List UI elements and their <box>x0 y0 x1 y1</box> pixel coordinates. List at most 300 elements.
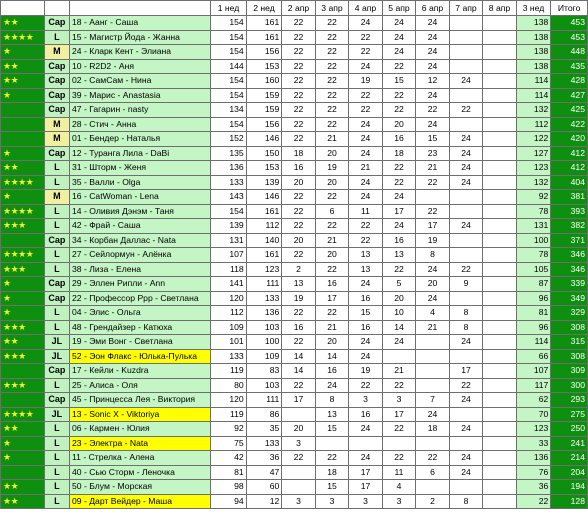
week-2-cell[interactable]: 159 <box>246 103 282 118</box>
day-6-cell[interactable]: 8 <box>449 306 483 321</box>
name-cell[interactable]: 17 - Кейли - Kuzdra <box>70 364 211 379</box>
day-6-cell[interactable] <box>449 204 483 219</box>
total-cell[interactable]: 329 <box>551 306 588 321</box>
day-3-cell[interactable]: 11 <box>349 204 383 219</box>
week-1-cell[interactable]: 136 <box>211 161 247 176</box>
total-cell[interactable]: 435 <box>551 59 588 74</box>
day-7-cell[interactable] <box>483 161 517 176</box>
day-2-cell[interactable]: 21 <box>315 320 349 335</box>
stars-cell[interactable]: ★★★★ <box>1 175 45 190</box>
day-6-cell[interactable]: 24 <box>449 175 483 190</box>
day-4-cell[interactable]: 24 <box>382 190 416 205</box>
stars-cell[interactable]: ★★★★ <box>1 407 45 422</box>
day-2-cell[interactable]: 19 <box>315 161 349 176</box>
week-2-cell[interactable]: 153 <box>246 59 282 74</box>
day-3-cell[interactable]: 24 <box>349 422 383 437</box>
total-cell[interactable]: 404 <box>551 175 588 190</box>
day-6-cell[interactable] <box>449 349 483 364</box>
week-1-cell[interactable]: 120 <box>211 291 247 306</box>
day-2-cell[interactable]: 6 <box>315 204 349 219</box>
day-3-cell[interactable]: 22 <box>349 233 383 248</box>
stars-cell[interactable]: ★★ <box>1 161 45 176</box>
stars-cell[interactable]: ★ <box>1 451 45 466</box>
week-1-cell[interactable]: 141 <box>211 277 247 292</box>
day-7-cell[interactable] <box>483 349 517 364</box>
day-3-cell[interactable]: 22 <box>349 219 383 234</box>
total-cell[interactable]: 346 <box>551 262 588 277</box>
day-5-cell[interactable]: 19 <box>416 233 450 248</box>
level-cell[interactable]: Cap <box>44 103 69 118</box>
day-1-cell[interactable]: 3 <box>282 436 316 451</box>
day-3-cell[interactable]: 22 <box>349 378 383 393</box>
day-7-cell[interactable] <box>483 422 517 437</box>
week-2-cell[interactable]: 60 <box>246 480 282 495</box>
name-cell[interactable]: 47 - Гагарин - nasty <box>70 103 211 118</box>
level-cell[interactable]: L <box>44 248 69 263</box>
name-cell[interactable]: 52 - Эон Флакс - Юлька-Пулька <box>70 349 211 364</box>
name-cell[interactable]: 09 - Дарт Вейдер - Маша <box>70 494 211 509</box>
day-6-cell[interactable]: 24 <box>449 451 483 466</box>
total-cell[interactable]: 293 <box>551 393 588 408</box>
name-cell[interactable]: 15 - Магистр Йода - Жанна <box>70 30 211 45</box>
week-1-cell[interactable]: 133 <box>211 175 247 190</box>
day-7-cell[interactable] <box>483 451 517 466</box>
day-6-cell[interactable] <box>449 45 483 60</box>
day-5-cell[interactable]: 24 <box>416 262 450 277</box>
day-5-cell[interactable]: 21 <box>416 161 450 176</box>
day-4-cell[interactable]: 11 <box>382 465 416 480</box>
day-7-cell[interactable] <box>483 16 517 31</box>
stars-cell[interactable]: ★ <box>1 436 45 451</box>
day-1-cell[interactable]: 22 <box>282 103 316 118</box>
level-cell[interactable]: L <box>44 451 69 466</box>
day-1-cell[interactable]: 17 <box>282 393 316 408</box>
day-3-cell[interactable]: 16 <box>349 291 383 306</box>
total-cell[interactable]: 275 <box>551 407 588 422</box>
stars-cell[interactable]: ★★★★ <box>1 204 45 219</box>
week-3-cell[interactable]: 62 <box>516 393 551 408</box>
day-7-cell[interactable] <box>483 364 517 379</box>
day-1-cell[interactable]: 22 <box>282 378 316 393</box>
day-6-cell[interactable] <box>449 16 483 31</box>
day-6-cell[interactable] <box>449 291 483 306</box>
day-1-cell[interactable]: 22 <box>282 248 316 263</box>
day-2-cell[interactable]: 16 <box>315 277 349 292</box>
day-4-cell[interactable]: 21 <box>382 364 416 379</box>
stars-cell[interactable]: ★★★ <box>1 262 45 277</box>
week-1-cell[interactable]: 109 <box>211 320 247 335</box>
header-week-3[interactable]: 3 нед <box>516 1 551 16</box>
day-6-cell[interactable]: 24 <box>449 335 483 350</box>
week-1-cell[interactable]: 112 <box>211 306 247 321</box>
day-5-cell[interactable] <box>416 335 450 350</box>
name-cell[interactable]: 38 - Лиза - Елена <box>70 262 211 277</box>
week-2-cell[interactable]: 146 <box>246 132 282 147</box>
week-2-cell[interactable]: 86 <box>246 407 282 422</box>
day-6-cell[interactable] <box>449 248 483 263</box>
week-1-cell[interactable]: 154 <box>211 88 247 103</box>
day-1-cell[interactable]: 22 <box>282 451 316 466</box>
name-cell[interactable]: 31 - Шторм - Женя <box>70 161 211 176</box>
day-6-cell[interactable]: 9 <box>449 277 483 292</box>
level-cell[interactable]: Cap <box>44 59 69 74</box>
day-2-cell[interactable]: 22 <box>315 262 349 277</box>
week-1-cell[interactable]: 119 <box>211 407 247 422</box>
day-5-cell[interactable]: 15 <box>416 132 450 147</box>
day-3-cell[interactable]: 22 <box>349 88 383 103</box>
stars-cell[interactable]: ★ <box>1 88 45 103</box>
day-5-cell[interactable]: 24 <box>416 117 450 132</box>
name-cell[interactable]: 02 - СамСам - Нина <box>70 74 211 89</box>
week-2-cell[interactable]: 153 <box>246 161 282 176</box>
level-cell[interactable]: Cap <box>44 233 69 248</box>
stars-cell[interactable]: ★★★ <box>1 378 45 393</box>
total-cell[interactable]: 448 <box>551 45 588 60</box>
day-5-cell[interactable]: 24 <box>416 30 450 45</box>
week-3-cell[interactable]: 114 <box>516 74 551 89</box>
level-cell[interactable]: L <box>44 422 69 437</box>
day-1-cell[interactable]: 22 <box>282 219 316 234</box>
day-6-cell[interactable]: 24 <box>449 219 483 234</box>
day-3-cell[interactable]: 24 <box>349 16 383 31</box>
week-1-cell[interactable]: 107 <box>211 248 247 263</box>
day-2-cell[interactable]: 15 <box>315 422 349 437</box>
day-6-cell[interactable]: 8 <box>449 494 483 509</box>
stars-cell[interactable]: ★★ <box>1 494 45 509</box>
day-3-cell[interactable]: 22 <box>349 103 383 118</box>
day-7-cell[interactable] <box>483 248 517 263</box>
level-cell[interactable]: L <box>44 465 69 480</box>
day-7-cell[interactable] <box>483 407 517 422</box>
week-1-cell[interactable]: 152 <box>211 132 247 147</box>
week-3-cell[interactable]: 100 <box>516 233 551 248</box>
week-3-cell[interactable]: 33 <box>516 436 551 451</box>
day-1-cell[interactable]: 14 <box>282 349 316 364</box>
week-1-cell[interactable]: 144 <box>211 59 247 74</box>
day-4-cell[interactable]: 16 <box>382 132 416 147</box>
day-5-cell[interactable] <box>416 364 450 379</box>
week-2-cell[interactable]: 35 <box>246 422 282 437</box>
day-5-cell[interactable]: 21 <box>416 320 450 335</box>
name-cell[interactable]: 25 - Алиса - Оля <box>70 378 211 393</box>
day-5-cell[interactable]: 12 <box>416 74 450 89</box>
day-3-cell[interactable]: 22 <box>349 45 383 60</box>
total-cell[interactable]: 420 <box>551 132 588 147</box>
day-2-cell[interactable]: 14 <box>315 349 349 364</box>
stars-cell[interactable]: ★★ <box>1 59 45 74</box>
total-cell[interactable]: 308 <box>551 349 588 364</box>
week-2-cell[interactable]: 111 <box>246 277 282 292</box>
day-3-cell[interactable]: 24 <box>349 277 383 292</box>
week-3-cell[interactable]: 132 <box>516 175 551 190</box>
name-cell[interactable]: 04 - Элис - Ольга <box>70 306 211 321</box>
day-6-cell[interactable]: 24 <box>449 74 483 89</box>
level-cell[interactable]: M <box>44 117 69 132</box>
day-4-cell[interactable]: 22 <box>382 103 416 118</box>
name-cell[interactable]: 01 - Бендер - Наталья <box>70 132 211 147</box>
day-4-cell[interactable]: 22 <box>382 422 416 437</box>
stars-cell[interactable] <box>1 364 45 379</box>
name-cell[interactable]: 34 - Корбан Даллас - Nata <box>70 233 211 248</box>
day-2-cell[interactable]: 22 <box>315 219 349 234</box>
total-cell[interactable]: 339 <box>551 277 588 292</box>
total-cell[interactable]: 315 <box>551 335 588 350</box>
day-5-cell[interactable]: 24 <box>416 291 450 306</box>
header-day-3[interactable]: 4 апр <box>349 1 383 16</box>
day-2-cell[interactable]: 21 <box>315 132 349 147</box>
level-cell[interactable]: L <box>44 219 69 234</box>
day-1-cell[interactable]: 3 <box>282 494 316 509</box>
day-2-cell[interactable]: 24 <box>315 378 349 393</box>
stars-cell[interactable]: ★★★ <box>1 349 45 364</box>
week-3-cell[interactable]: 78 <box>516 248 551 263</box>
day-3-cell[interactable]: 24 <box>349 146 383 161</box>
stars-cell[interactable]: ★★ <box>1 480 45 495</box>
total-cell[interactable]: 453 <box>551 30 588 45</box>
day-4-cell[interactable]: 22 <box>382 88 416 103</box>
name-cell[interactable]: 27 - Сейлормун - Алёнка <box>70 248 211 263</box>
week-2-cell[interactable]: 161 <box>246 204 282 219</box>
day-4-cell[interactable]: 17 <box>382 204 416 219</box>
day-7-cell[interactable] <box>483 494 517 509</box>
day-7-cell[interactable] <box>483 190 517 205</box>
name-cell[interactable]: 42 - Фрай - Саша <box>70 219 211 234</box>
day-7-cell[interactable] <box>483 175 517 190</box>
total-cell[interactable]: 346 <box>551 248 588 263</box>
week-1-cell[interactable]: 94 <box>211 494 247 509</box>
week-2-cell[interactable]: 146 <box>246 190 282 205</box>
level-cell[interactable]: L <box>44 494 69 509</box>
level-cell[interactable]: Cap <box>44 146 69 161</box>
week-3-cell[interactable]: 66 <box>516 349 551 364</box>
week-2-cell[interactable]: 136 <box>246 306 282 321</box>
header-week-2[interactable]: 2 нед <box>246 1 282 16</box>
day-1-cell[interactable]: 22 <box>282 204 316 219</box>
week-1-cell[interactable]: 135 <box>211 146 247 161</box>
day-2-cell[interactable]: 22 <box>315 74 349 89</box>
name-cell[interactable]: 10 - R2D2 - Аня <box>70 59 211 74</box>
week-1-cell[interactable]: 75 <box>211 436 247 451</box>
level-cell[interactable]: JL <box>44 349 69 364</box>
total-cell[interactable]: 393 <box>551 204 588 219</box>
day-7-cell[interactable] <box>483 132 517 147</box>
day-3-cell[interactable]: 24 <box>349 451 383 466</box>
week-1-cell[interactable]: 131 <box>211 233 247 248</box>
day-7-cell[interactable] <box>483 320 517 335</box>
day-1-cell[interactable]: 22 <box>282 306 316 321</box>
week-3-cell[interactable]: 123 <box>516 422 551 437</box>
total-cell[interactable]: 412 <box>551 161 588 176</box>
day-7-cell[interactable] <box>483 45 517 60</box>
week-3-cell[interactable]: 114 <box>516 335 551 350</box>
day-5-cell[interactable]: 22 <box>416 103 450 118</box>
day-5-cell[interactable]: 24 <box>416 16 450 31</box>
week-2-cell[interactable]: 150 <box>246 146 282 161</box>
week-2-cell[interactable]: 160 <box>246 74 282 89</box>
name-cell[interactable]: 29 - Эллен Рипли - Ann <box>70 277 211 292</box>
stars-cell[interactable] <box>1 393 45 408</box>
week-3-cell[interactable]: 131 <box>516 219 551 234</box>
day-1-cell[interactable] <box>282 480 316 495</box>
day-4-cell[interactable]: 5 <box>382 277 416 292</box>
day-6-cell[interactable] <box>449 436 483 451</box>
level-cell[interactable]: L <box>44 378 69 393</box>
name-cell[interactable]: 14 - Оливия Дэнэм - Таня <box>70 204 211 219</box>
week-3-cell[interactable]: 81 <box>516 306 551 321</box>
day-5-cell[interactable] <box>416 436 450 451</box>
day-7-cell[interactable] <box>483 204 517 219</box>
level-cell[interactable]: Cap <box>44 74 69 89</box>
stars-cell[interactable] <box>1 233 45 248</box>
name-cell[interactable]: 22 - Профессор Ррр - Светлана <box>70 291 211 306</box>
day-6-cell[interactable]: 24 <box>449 161 483 176</box>
level-cell[interactable]: Cap <box>44 88 69 103</box>
day-1-cell[interactable] <box>282 407 316 422</box>
day-6-cell[interactable] <box>449 233 483 248</box>
week-3-cell[interactable]: 112 <box>516 117 551 132</box>
day-4-cell[interactable]: 15 <box>382 74 416 89</box>
day-2-cell[interactable]: 18 <box>315 465 349 480</box>
name-cell[interactable]: 23 - Электра - Nata <box>70 436 211 451</box>
day-2-cell[interactable]: 22 <box>315 306 349 321</box>
day-4-cell[interactable]: 24 <box>382 30 416 45</box>
header-day-7[interactable]: 8 апр <box>483 1 517 16</box>
day-3-cell[interactable]: 3 <box>349 393 383 408</box>
day-5-cell[interactable] <box>416 480 450 495</box>
name-cell[interactable]: 48 - Грендайзер - Катюха <box>70 320 211 335</box>
day-7-cell[interactable] <box>483 436 517 451</box>
day-4-cell[interactable]: 13 <box>382 248 416 263</box>
day-7-cell[interactable] <box>483 88 517 103</box>
week-3-cell[interactable]: 138 <box>516 16 551 31</box>
level-cell[interactable]: JL <box>44 335 69 350</box>
day-3-cell[interactable]: 16 <box>349 407 383 422</box>
day-7-cell[interactable] <box>483 262 517 277</box>
day-2-cell[interactable]: 22 <box>315 117 349 132</box>
day-1-cell[interactable]: 2 <box>282 262 316 277</box>
day-4-cell[interactable]: 22 <box>382 161 416 176</box>
day-3-cell[interactable]: 24 <box>349 190 383 205</box>
total-cell[interactable]: 381 <box>551 190 588 205</box>
week-2-cell[interactable]: 159 <box>246 88 282 103</box>
stars-cell[interactable] <box>1 117 45 132</box>
day-1-cell[interactable]: 22 <box>282 88 316 103</box>
day-6-cell[interactable]: 22 <box>449 378 483 393</box>
day-5-cell[interactable]: 22 <box>416 204 450 219</box>
stars-cell[interactable]: ★ <box>1 277 45 292</box>
day-1-cell[interactable]: 20 <box>282 233 316 248</box>
header-day-6[interactable]: 7 апр <box>449 1 483 16</box>
day-4-cell[interactable]: 24 <box>382 45 416 60</box>
day-5-cell[interactable]: 24 <box>416 407 450 422</box>
day-1-cell[interactable]: 22 <box>282 117 316 132</box>
week-3-cell[interactable]: 136 <box>516 451 551 466</box>
day-3-cell[interactable]: 17 <box>349 480 383 495</box>
day-3-cell[interactable]: 24 <box>349 335 383 350</box>
week-1-cell[interactable]: 92 <box>211 422 247 437</box>
name-cell[interactable]: 50 - Блум - Морская <box>70 480 211 495</box>
day-2-cell[interactable]: 22 <box>315 88 349 103</box>
day-4-cell[interactable]: 3 <box>382 494 416 509</box>
stars-cell[interactable]: ★★★ <box>1 219 45 234</box>
week-3-cell[interactable]: 76 <box>516 465 551 480</box>
total-cell[interactable]: 382 <box>551 219 588 234</box>
total-cell[interactable]: 194 <box>551 480 588 495</box>
day-3-cell[interactable]: 19 <box>349 364 383 379</box>
week-1-cell[interactable]: 143 <box>211 190 247 205</box>
stars-cell[interactable] <box>1 465 45 480</box>
day-1-cell[interactable]: 22 <box>282 59 316 74</box>
total-cell[interactable]: 412 <box>551 146 588 161</box>
stars-cell[interactable] <box>1 103 45 118</box>
week-1-cell[interactable]: 139 <box>211 219 247 234</box>
day-1-cell[interactable]: 22 <box>282 30 316 45</box>
name-cell[interactable]: 12 - Туранга Лила - DaBi <box>70 146 211 161</box>
week-3-cell[interactable]: 107 <box>516 364 551 379</box>
day-2-cell[interactable]: 20 <box>315 335 349 350</box>
week-3-cell[interactable]: 114 <box>516 88 551 103</box>
stars-cell[interactable]: ★ <box>1 190 45 205</box>
day-4-cell[interactable]: 20 <box>382 291 416 306</box>
stars-cell[interactable]: ★★★★ <box>1 248 45 263</box>
day-5-cell[interactable]: 7 <box>416 393 450 408</box>
day-1-cell[interactable]: 14 <box>282 364 316 379</box>
day-7-cell[interactable] <box>483 378 517 393</box>
stars-cell[interactable]: ★★★ <box>1 320 45 335</box>
day-3-cell[interactable]: 16 <box>349 320 383 335</box>
day-5-cell[interactable]: 20 <box>416 277 450 292</box>
week-1-cell[interactable]: 134 <box>211 103 247 118</box>
day-5-cell[interactable] <box>416 378 450 393</box>
name-cell[interactable]: 24 - Кларк Кент - Элиана <box>70 45 211 60</box>
day-5-cell[interactable]: 17 <box>416 219 450 234</box>
level-cell[interactable]: L <box>44 320 69 335</box>
stars-cell[interactable]: ★ <box>1 291 45 306</box>
day-3-cell[interactable]: 24 <box>349 349 383 364</box>
day-7-cell[interactable] <box>483 59 517 74</box>
day-3-cell[interactable]: 21 <box>349 161 383 176</box>
day-2-cell[interactable]: 22 <box>315 190 349 205</box>
day-7-cell[interactable] <box>483 277 517 292</box>
name-cell[interactable]: 45 - Принцесса Лея - Виктория <box>70 393 211 408</box>
day-2-cell[interactable]: 22 <box>315 103 349 118</box>
week-3-cell[interactable]: 92 <box>516 190 551 205</box>
week-2-cell[interactable]: 112 <box>246 219 282 234</box>
stars-cell[interactable]: ★★★★ <box>1 30 45 45</box>
total-cell[interactable]: 453 <box>551 16 588 31</box>
week-3-cell[interactable]: 78 <box>516 204 551 219</box>
header-total[interactable]: Итого <box>551 1 588 16</box>
total-cell[interactable]: 250 <box>551 422 588 437</box>
day-5-cell[interactable]: 4 <box>416 306 450 321</box>
day-1-cell[interactable]: 22 <box>282 45 316 60</box>
day-5-cell[interactable]: 24 <box>416 59 450 74</box>
week-2-cell[interactable]: 133 <box>246 291 282 306</box>
day-3-cell[interactable]: 13 <box>349 248 383 263</box>
week-3-cell[interactable]: 36 <box>516 480 551 495</box>
day-4-cell[interactable]: 22 <box>382 451 416 466</box>
day-2-cell[interactable]: 8 <box>315 393 349 408</box>
name-cell[interactable]: 13 - Sonic X - Viktoriya <box>70 407 211 422</box>
week-3-cell[interactable]: 96 <box>516 320 551 335</box>
level-cell[interactable]: Cap <box>44 291 69 306</box>
total-cell[interactable]: 128 <box>551 494 588 509</box>
day-5-cell[interactable] <box>416 190 450 205</box>
day-3-cell[interactable]: 13 <box>349 262 383 277</box>
day-4-cell[interactable]: 24 <box>382 16 416 31</box>
day-5-cell[interactable]: 8 <box>416 248 450 263</box>
day-1-cell[interactable]: 22 <box>282 74 316 89</box>
